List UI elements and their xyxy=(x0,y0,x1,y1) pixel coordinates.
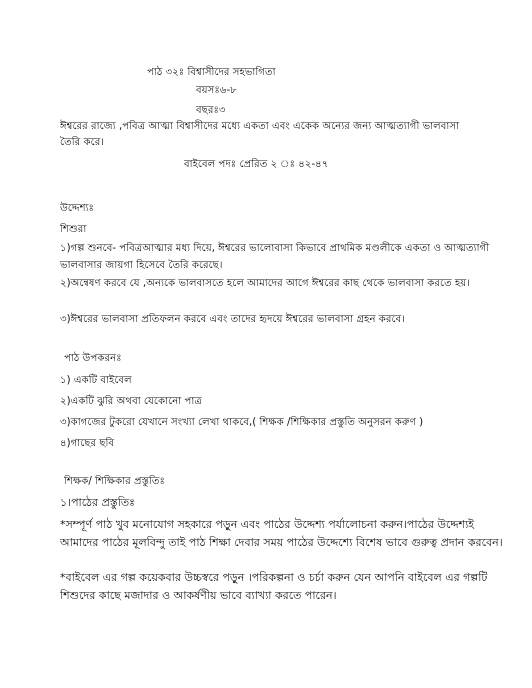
objective-item-2: ২)অন্বেষণ করবে যে ,অন্যকে ভালবাসতে হলে আমাদের আগে ঈশ্বরের কাছ থেকে ভালবাসা করতে হয়। xyxy=(60,278,470,289)
material-item-1: ১) একটি বাইবেল xyxy=(60,375,132,386)
material-item-3: ৩)কাগজের টুকরো যেখানে সংখ্যা লেখা থাকবে,( শিক্ষক /শিক্ষিকার প্রস্তুতি অনুসরন করুণ ) xyxy=(60,417,424,428)
year-label: বছরঃ৩ xyxy=(196,105,226,116)
preparation-heading: শিক্ষক/ শিক্ষিকার প্রস্তুতিঃ xyxy=(64,476,165,487)
preparation-item-2: *বাইবেল এর গল্প কয়েকবার উচ্চস্বরে পড়ুন ।পরিকল্পনা ও চর্চা করুন যেন আপনি বাইবেল এর গল্পটি শিশুদের কাছে মজাদার ও আকর্ষণীয় ভাবে ব্যাখ্যা করতে পারেন। xyxy=(60,571,488,602)
material-item-4: ৪)গাছের ছবি xyxy=(60,438,115,449)
objective-item-1: ১)গল্প শুনবে- পবিত্রআত্মার মধ্য দিয়ে, ঈশ্বরের ভালোবাসা কিভাবে প্রাথমিক মণ্ডলীকে একতা ও আত্মত্যাগী ভালবাসার জায়গা হিসেবে তৈরি করেছে। xyxy=(60,243,490,271)
objectives-subheading: শিশুরা xyxy=(60,224,87,235)
age-range: বয়সঃ৬-৮ xyxy=(196,85,237,96)
material-item-2: ২)একটি ঝুরি অথবা যেকোনো পাত্র xyxy=(60,396,202,407)
preparation-item-1: *সম্পূর্ণ পাঠ খুব মনোযোগ সহকারে পড়ুন এবং পাঠের উদ্দেশ্য পর্যালোচনা করুন।পাঠের উদ্দেশ্যই আমাদের পাঠের মূলবিন্দু তাই পাঠ শিক্ষা দেবার সময় পাঠের উদ্দেশ্যে বিশেষ ভাবে গুরুত্ব প্রদান করবেন। xyxy=(60,518,503,549)
lesson-title: পাঠ ৩২ঃ বিশ্বাসীদের সহভাগিতা xyxy=(147,67,276,78)
objectives-heading: উদ্দেশ্যঃ xyxy=(60,203,94,214)
objective-item-3: ৩)ঈশ্বরের ভালবাসা প্রতিফলন করবে এবং তাদের হৃদয়ে ঈশ্বরের ভালবাসা গ্রহন করবে। xyxy=(60,314,405,325)
lesson-summary: ঈশ্বরের রাজ্যে ,পবিত্র আত্মা বিশ্বাসীদের মধ্যে একতা এবং একেক অন্যের জন্য আত্মত্যাগী ভালবাসা তৈরি করে। xyxy=(60,121,460,148)
materials-heading: পাঠ উপকরনঃ xyxy=(64,353,122,364)
preparation-subheading: ১।পাঠের প্রস্তুতিঃ xyxy=(60,496,135,509)
bible-verse: বাইবেল পদঃ প্রেরিত ২ ঃ ৪২-৪৭ xyxy=(184,159,329,170)
